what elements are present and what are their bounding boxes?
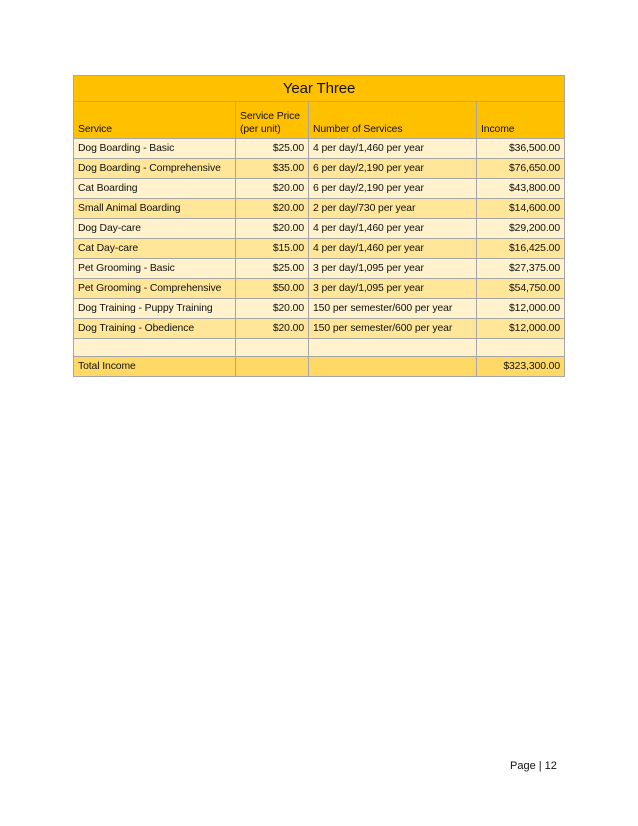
cell-service: Small Animal Boarding xyxy=(74,199,236,219)
income-table-container xyxy=(73,75,564,377)
cell-number: 4 per day/1,460 per year xyxy=(309,139,477,159)
cell-price: $35.00 xyxy=(236,159,309,179)
cell-number: 2 per day/730 per year xyxy=(309,199,477,219)
table-row xyxy=(74,239,565,259)
table-row xyxy=(74,299,565,319)
header-service-price xyxy=(236,102,309,139)
table-row xyxy=(74,279,565,299)
table-row xyxy=(74,219,565,239)
cell-income: $36,500.00 xyxy=(477,139,565,159)
year-three-income-table xyxy=(73,75,565,377)
total-row xyxy=(74,357,565,377)
cell-service: Cat Boarding xyxy=(74,179,236,199)
cell-empty xyxy=(74,339,236,357)
page-number: Page | 12 xyxy=(510,760,557,772)
total-label: Total Income xyxy=(74,357,236,377)
table-row xyxy=(74,199,565,219)
header-number-of-services: Number of Services xyxy=(309,102,477,139)
empty-row xyxy=(74,339,565,357)
cell-income: $29,200.00 xyxy=(477,219,565,239)
cell-price: $50.00 xyxy=(236,279,309,299)
cell-empty xyxy=(236,339,309,357)
cell-empty xyxy=(309,339,477,357)
cell-income: $12,000.00 xyxy=(477,299,565,319)
cell-income: $27,375.00 xyxy=(477,259,565,279)
cell-income: $14,600.00 xyxy=(477,199,565,219)
table-row xyxy=(74,179,565,199)
cell-income: $12,000.00 xyxy=(477,319,565,339)
table-row xyxy=(74,159,565,179)
cell-number: 150 per semester/600 per year xyxy=(309,319,477,339)
cell-price: $15.00 xyxy=(236,239,309,259)
cell-service: Pet Grooming - Basic xyxy=(74,259,236,279)
cell-service: Dog Day-care xyxy=(74,219,236,239)
total-income: $323,300.00 xyxy=(477,357,565,377)
cell-empty xyxy=(309,357,477,377)
header-price-line2: (per unit) xyxy=(240,124,281,135)
cell-number: 4 per day/1,460 per year xyxy=(309,239,477,259)
cell-number: 150 per semester/600 per year xyxy=(309,299,477,319)
cell-service: Dog Training - Puppy Training xyxy=(74,299,236,319)
cell-price: $20.00 xyxy=(236,199,309,219)
cell-service: Dog Boarding - Comprehensive xyxy=(74,159,236,179)
cell-number: 4 per day/1,460 per year xyxy=(309,219,477,239)
table-title: Year Three xyxy=(74,76,565,102)
header-price-line1: Service Price xyxy=(240,111,300,122)
cell-number: 3 per day/1,095 per year xyxy=(309,279,477,299)
cell-number: 6 per day/2,190 per year xyxy=(309,159,477,179)
cell-service: Dog Training - Obedience xyxy=(74,319,236,339)
cell-price: $20.00 xyxy=(236,179,309,199)
table-header-row xyxy=(74,102,565,139)
table-row xyxy=(74,139,565,159)
cell-service: Cat Day-care xyxy=(74,239,236,259)
cell-price: $25.00 xyxy=(236,259,309,279)
header-income: Income xyxy=(477,102,565,139)
cell-price: $20.00 xyxy=(236,319,309,339)
header-service: Service xyxy=(74,102,236,139)
cell-number: 6 per day/2,190 per year xyxy=(309,179,477,199)
cell-price: $25.00 xyxy=(236,139,309,159)
cell-service: Pet Grooming - Comprehensive xyxy=(74,279,236,299)
table-title-row xyxy=(74,76,565,102)
cell-income: $54,750.00 xyxy=(477,279,565,299)
cell-empty xyxy=(236,357,309,377)
cell-income: $76,650.00 xyxy=(477,159,565,179)
cell-empty xyxy=(477,339,565,357)
cell-price: $20.00 xyxy=(236,219,309,239)
cell-service: Dog Boarding - Basic xyxy=(74,139,236,159)
cell-price: $20.00 xyxy=(236,299,309,319)
table-row xyxy=(74,259,565,279)
cell-income: $43,800.00 xyxy=(477,179,565,199)
table-row xyxy=(74,319,565,339)
cell-number: 3 per day/1,095 per year xyxy=(309,259,477,279)
cell-income: $16,425.00 xyxy=(477,239,565,259)
